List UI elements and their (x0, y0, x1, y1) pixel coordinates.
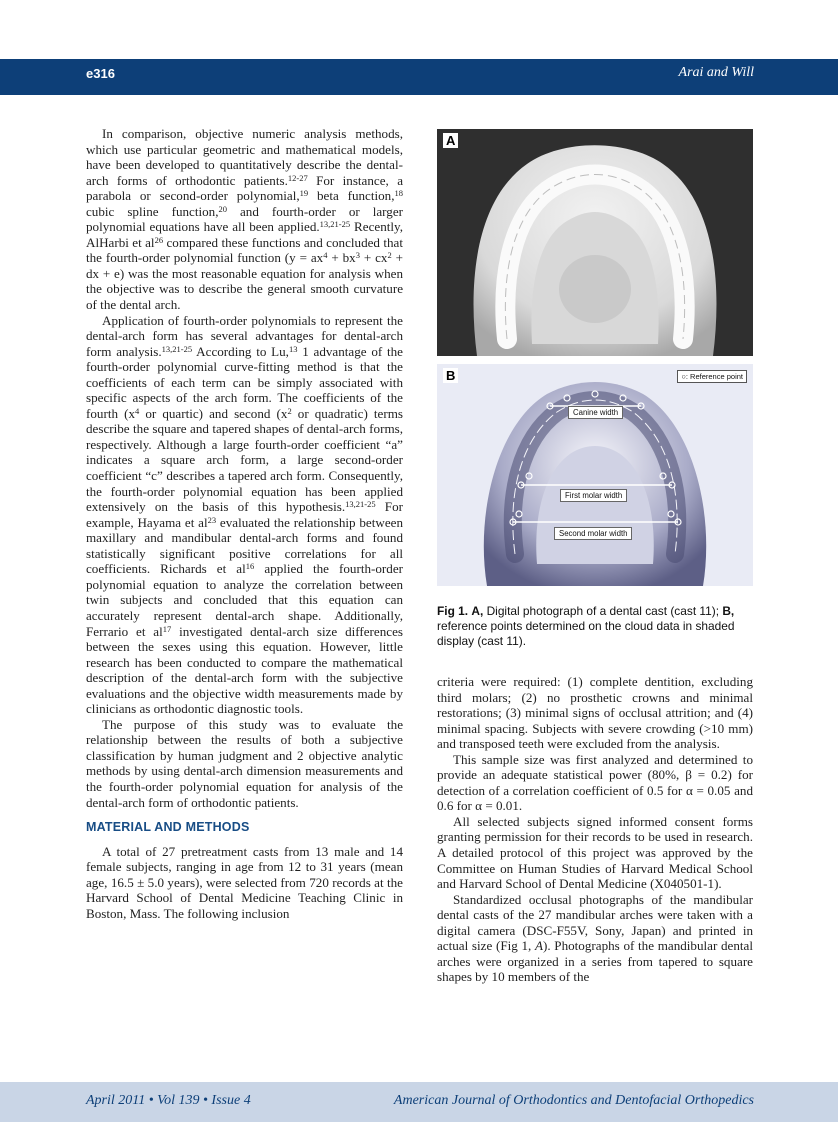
paragraph: criteria were required: (1) complete dentition, excluding third molars; (2) no prosthetic crowns and minimal restorations; (3) minimal signs of occlusal attrition; and (4) minimal spacing. Subjects with severe crowding (>10 mm) and transposed teeth were excluded from the analysis. (437, 674, 753, 752)
citation[interactable]: 19 (299, 188, 309, 199)
journal-name: American Journal of Orthodontics and Dentofacial Orthopedics (393, 1093, 754, 1108)
citation[interactable]: 26 (154, 234, 164, 245)
page-number: e316 (86, 66, 115, 81)
dental-cast-photo (437, 129, 753, 356)
paragraph: Standardized occlusal photographs of the mandibular dental casts of the 27 mandibular arches were taken with a digital camera (DSC-F55V, Sony, Japan) and printed in actual size (Fig 1, A). Photographs of the mandibular dental arches were organized in a series from tapered to square shapes by 10 members of the (437, 891, 753, 985)
second-molar-width-label: Second molar width (554, 527, 632, 540)
citation[interactable]: 17 (162, 623, 172, 634)
paragraph: All selected subjects signed informed consent forms granting permission for their records to be used in research. A detailed protocol of this project was approved by the Committee on Human Studies of Harvard Medical School and Harvard School of Dental Medicine (X040501-1). (437, 813, 753, 892)
issue-info: April 2011 • Vol 139 • Issue 4 (86, 1093, 251, 1108)
shaded-cloud-display (437, 364, 753, 586)
right-column (437, 674, 753, 985)
reference-point-legend: ○: Reference point (677, 370, 747, 383)
panel-label-a: A (443, 133, 458, 148)
citation[interactable]: 13 (288, 343, 298, 354)
citation[interactable]: 16 (245, 561, 255, 572)
figure-caption: Fig 1. A, Digital photograph of a dental cast (cast 11); B, reference points determined on the cloud data in shaded display (cast 11). (437, 604, 735, 648)
paragraph: In comparison, objective numeric analysis methods, which use particular geometric and mathematical models, have been developed to quantitatively describe the dental-arch forms of orthodontic patients.$^{12-27}$ For instance, a parabola or second-order polynomial,$^{19}$ beta function,$^{18}$ cubic spline function,$^{20}$ and fourth-order or larger polynomial equations have all been applied.$^{13,21-25}$ Recently, AlHarbi et al$^{26}$ compared these functions and concluded that the fourth-order polynomial function ($y = ax^4 + bx^3 + cx^2$ + dx + e) was the most reasonable equation for analysis when the objective was to describe the general smooth curvature of the dental arch. (86, 126, 404, 313)
section-heading: MATERIAL AND METHODS (86, 820, 250, 835)
panel-label-b: B (443, 368, 458, 383)
citation[interactable]: 18 (394, 188, 403, 199)
citation[interactable]: 13,21-25 (161, 343, 193, 354)
citation[interactable]: 23 (207, 514, 217, 525)
left-column (86, 126, 403, 921)
citation[interactable]: 13,21-25 (345, 499, 376, 510)
paragraph: Application of fourth-order polynomials to represent the dental-arch form has several advantages for dental-arch form analysis.$^{13,21-25}$ According to Lu,$^{13}$ 1 advantage of the fourth-order polynomial curve-fitting method is that the coefficients of each term can be simply associated with specific aspects of the arch form. The coefficients of the fourth ($x^4$ or quartic) and second ($x^2$ or quadratic) terms describe the square and tapered shapes of dental-arch forms, respectively. Although a large fourth-order coefficient “a” indicates a square arch form, a large second-order coefficient “c” describes a tapered arch form. Consequently, the fourth-order polynomial equation has been applied extensively on the basis of this hypothesis.$^{13,21-25}$ For example, Hayama et al$^{23}$ evaluated the relationship between maxillary and mandibular dental-arch forms and found statistically significant positive correlations for all coefficients. Richards et al$^{16}$ applied the fourth-order polynomial equation to analyze the correlation between twin subjects and concluded that this equation can accurately represent dental-arch shape. Additionally, Ferrario et al$^{17}$ investigated dental-arch size differences between the sexes using this equation. However, little research has been conducted to compare the mathematical description of the dental-arch form with the subjective evaluations and the objective width measurements made by clinicians as orthodontic diagnostic tools. (86, 312, 403, 717)
running-head-authors: Arai and Will (678, 65, 754, 80)
first-molar-width-label: First molar width (560, 489, 627, 502)
paragraph: A total of 27 pretreatment casts from 13 male and 14 female subjects, ranging in age from 12 to 31 years (mean age, 16.5 ± 5.0 years), were selected from 720 records at the Harvard School of Dental Medicine Teaching Clinic in Boston, Mass. The following inclusion (86, 843, 403, 921)
canine-width-label: Canine width (568, 406, 623, 419)
citation[interactable]: 20 (218, 203, 227, 214)
citation[interactable]: 12-27 (287, 172, 308, 183)
figure-panel-b (437, 364, 753, 586)
citation[interactable]: 13,21-25 (319, 219, 351, 230)
paragraph: This sample size was first analyzed and determined to provide an adequate statistical power (80%, β = 0.2) for detection of a correlation coefficient of 0.5 for α = 0.05 and 0.6 for α = 0.01. (437, 751, 753, 814)
figure-panel-a (437, 129, 753, 356)
paragraph: The purpose of this study was to evaluate the relationship between the results of both a subjective classification by human judgment and 2 objective analytic methods by using dental-arch dimension measurements and the fourth-order polynomial equation for analysis of the dental-arch form of orthodontic patients. (86, 716, 403, 810)
figure-link[interactable]: Fig 1 (500, 938, 529, 954)
